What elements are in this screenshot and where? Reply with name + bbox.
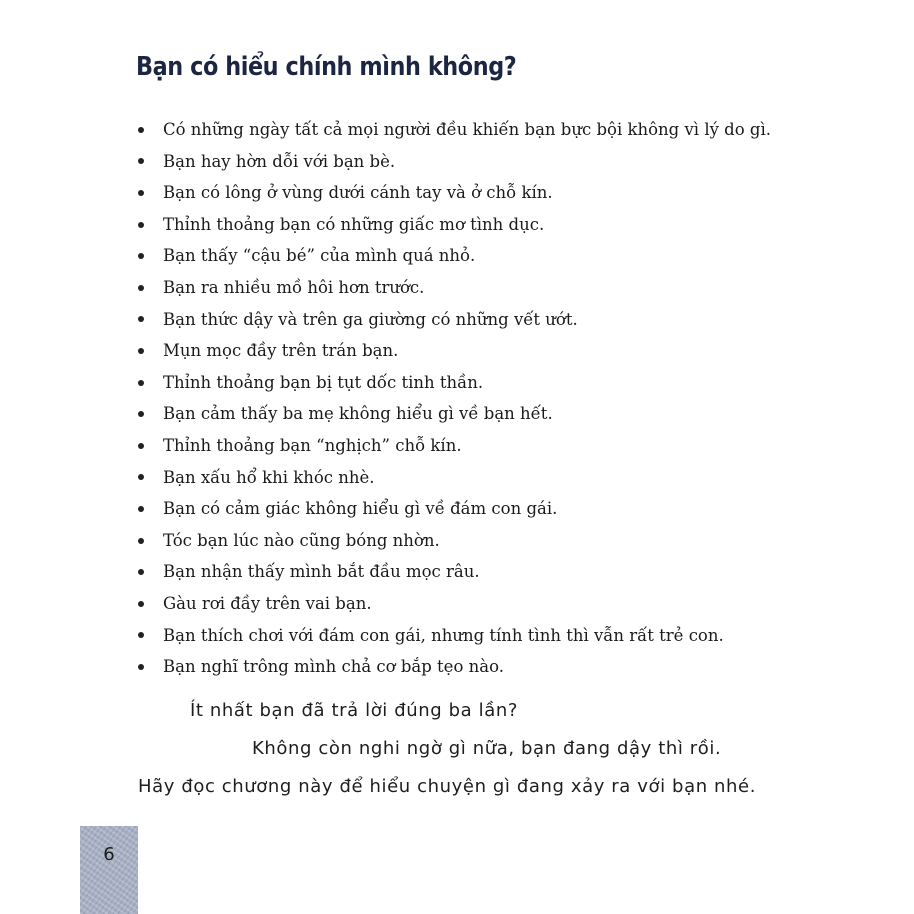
list-item [138, 556, 771, 588]
list-item [138, 209, 771, 241]
bullet-icon [138, 601, 144, 607]
list-item [138, 335, 771, 367]
list-item-text: Mụn mọc đầy trên trán bạn. [163, 341, 399, 361]
list-item-text: Thỉnh thoảng bạn có những giấc mơ tình dục. [163, 214, 545, 234]
bullet-icon [138, 443, 144, 449]
list-item-text: Bạn có lông ở vùng dưới cánh tay và ở chỗ kín. [163, 183, 553, 203]
bullet-icon [138, 569, 144, 575]
bullet-icon [138, 348, 144, 354]
list-item-text: Gàu rơi đầy trên vai bạn. [163, 593, 372, 613]
bullet-icon [138, 253, 144, 259]
list-item-text: Thỉnh thoảng bạn “nghịch” chỗ kín. [163, 435, 462, 455]
list-item-text: Bạn thấy “cậu bé” của mình quá nhỏ. [163, 246, 476, 266]
bullet-icon [138, 285, 144, 291]
bullet-icon [138, 158, 144, 164]
list-item-text: Tóc bạn lúc nào cũng bóng nhờn. [163, 530, 440, 550]
list-item [138, 493, 771, 525]
closing-invitation: Hãy đọc chương này để hiểu chuyện gì đang xảy ra với bạn nhé. [138, 776, 757, 797]
list-item [138, 272, 771, 304]
list-item [138, 240, 771, 272]
list-item [138, 304, 771, 336]
list-item [138, 651, 771, 683]
bullet-icon [138, 474, 144, 480]
list-item [138, 146, 771, 178]
bullet-icon [138, 222, 144, 228]
list-item [138, 398, 771, 430]
list-item-text: Bạn nhận thấy mình bắt đầu mọc râu. [163, 562, 480, 582]
bullet-icon [138, 316, 144, 322]
bullet-icon [138, 664, 144, 670]
page-number: 6 [103, 844, 115, 865]
list-item-text: Bạn xấu hổ khi khóc nhè. [163, 467, 375, 487]
list-item-text: Bạn nghĩ trông mình chả cơ bắp tẹo nào. [163, 657, 504, 677]
list-item [138, 430, 771, 462]
bullet-icon [138, 506, 144, 512]
list-item-text: Bạn thích chơi với đám con gái, nhưng tính tình thì vẫn rất trẻ con. [163, 625, 724, 645]
list-item [138, 367, 771, 399]
list-item-text: Bạn có cảm giác không hiểu gì về đám con gái. [163, 499, 558, 519]
page-number-tab [80, 826, 138, 914]
list-item-text: Có những ngày tất cả mọi người đều khiến bạn bực bội không vì lý do gì. [163, 120, 772, 139]
list-item [138, 177, 771, 209]
closing-statement: Không còn nghi ngờ gì nữa, bạn đang dậy thì rồi. [252, 738, 722, 759]
list-item-text: Bạn thức dậy và trên ga giường có những vết ướt. [163, 309, 578, 329]
list-item [138, 588, 771, 620]
checklist [138, 114, 771, 683]
bullet-icon [138, 632, 144, 638]
list-item [138, 620, 771, 652]
page-title: Bạn có hiểu chính mình không? [136, 52, 517, 82]
closing-question: Ít nhất bạn đã trả lời đúng ba lần? [190, 700, 518, 721]
bullet-icon [138, 538, 144, 544]
bullet-icon [138, 411, 144, 417]
bullet-icon [138, 127, 144, 133]
list-item-text: Bạn ra nhiều mồ hôi hơn trước. [163, 277, 425, 297]
list-item [138, 462, 771, 494]
list-item-text: Bạn cảm thấy ba mẹ không hiểu gì về bạn hết. [163, 404, 553, 424]
list-item [138, 114, 771, 146]
bullet-icon [138, 380, 144, 386]
list-item-text: Thỉnh thoảng bạn bị tụt dốc tinh thần. [163, 372, 484, 392]
list-item [138, 525, 771, 557]
bullet-icon [138, 190, 144, 196]
list-item-text: Bạn hay hờn dỗi với bạn bè. [163, 151, 396, 171]
